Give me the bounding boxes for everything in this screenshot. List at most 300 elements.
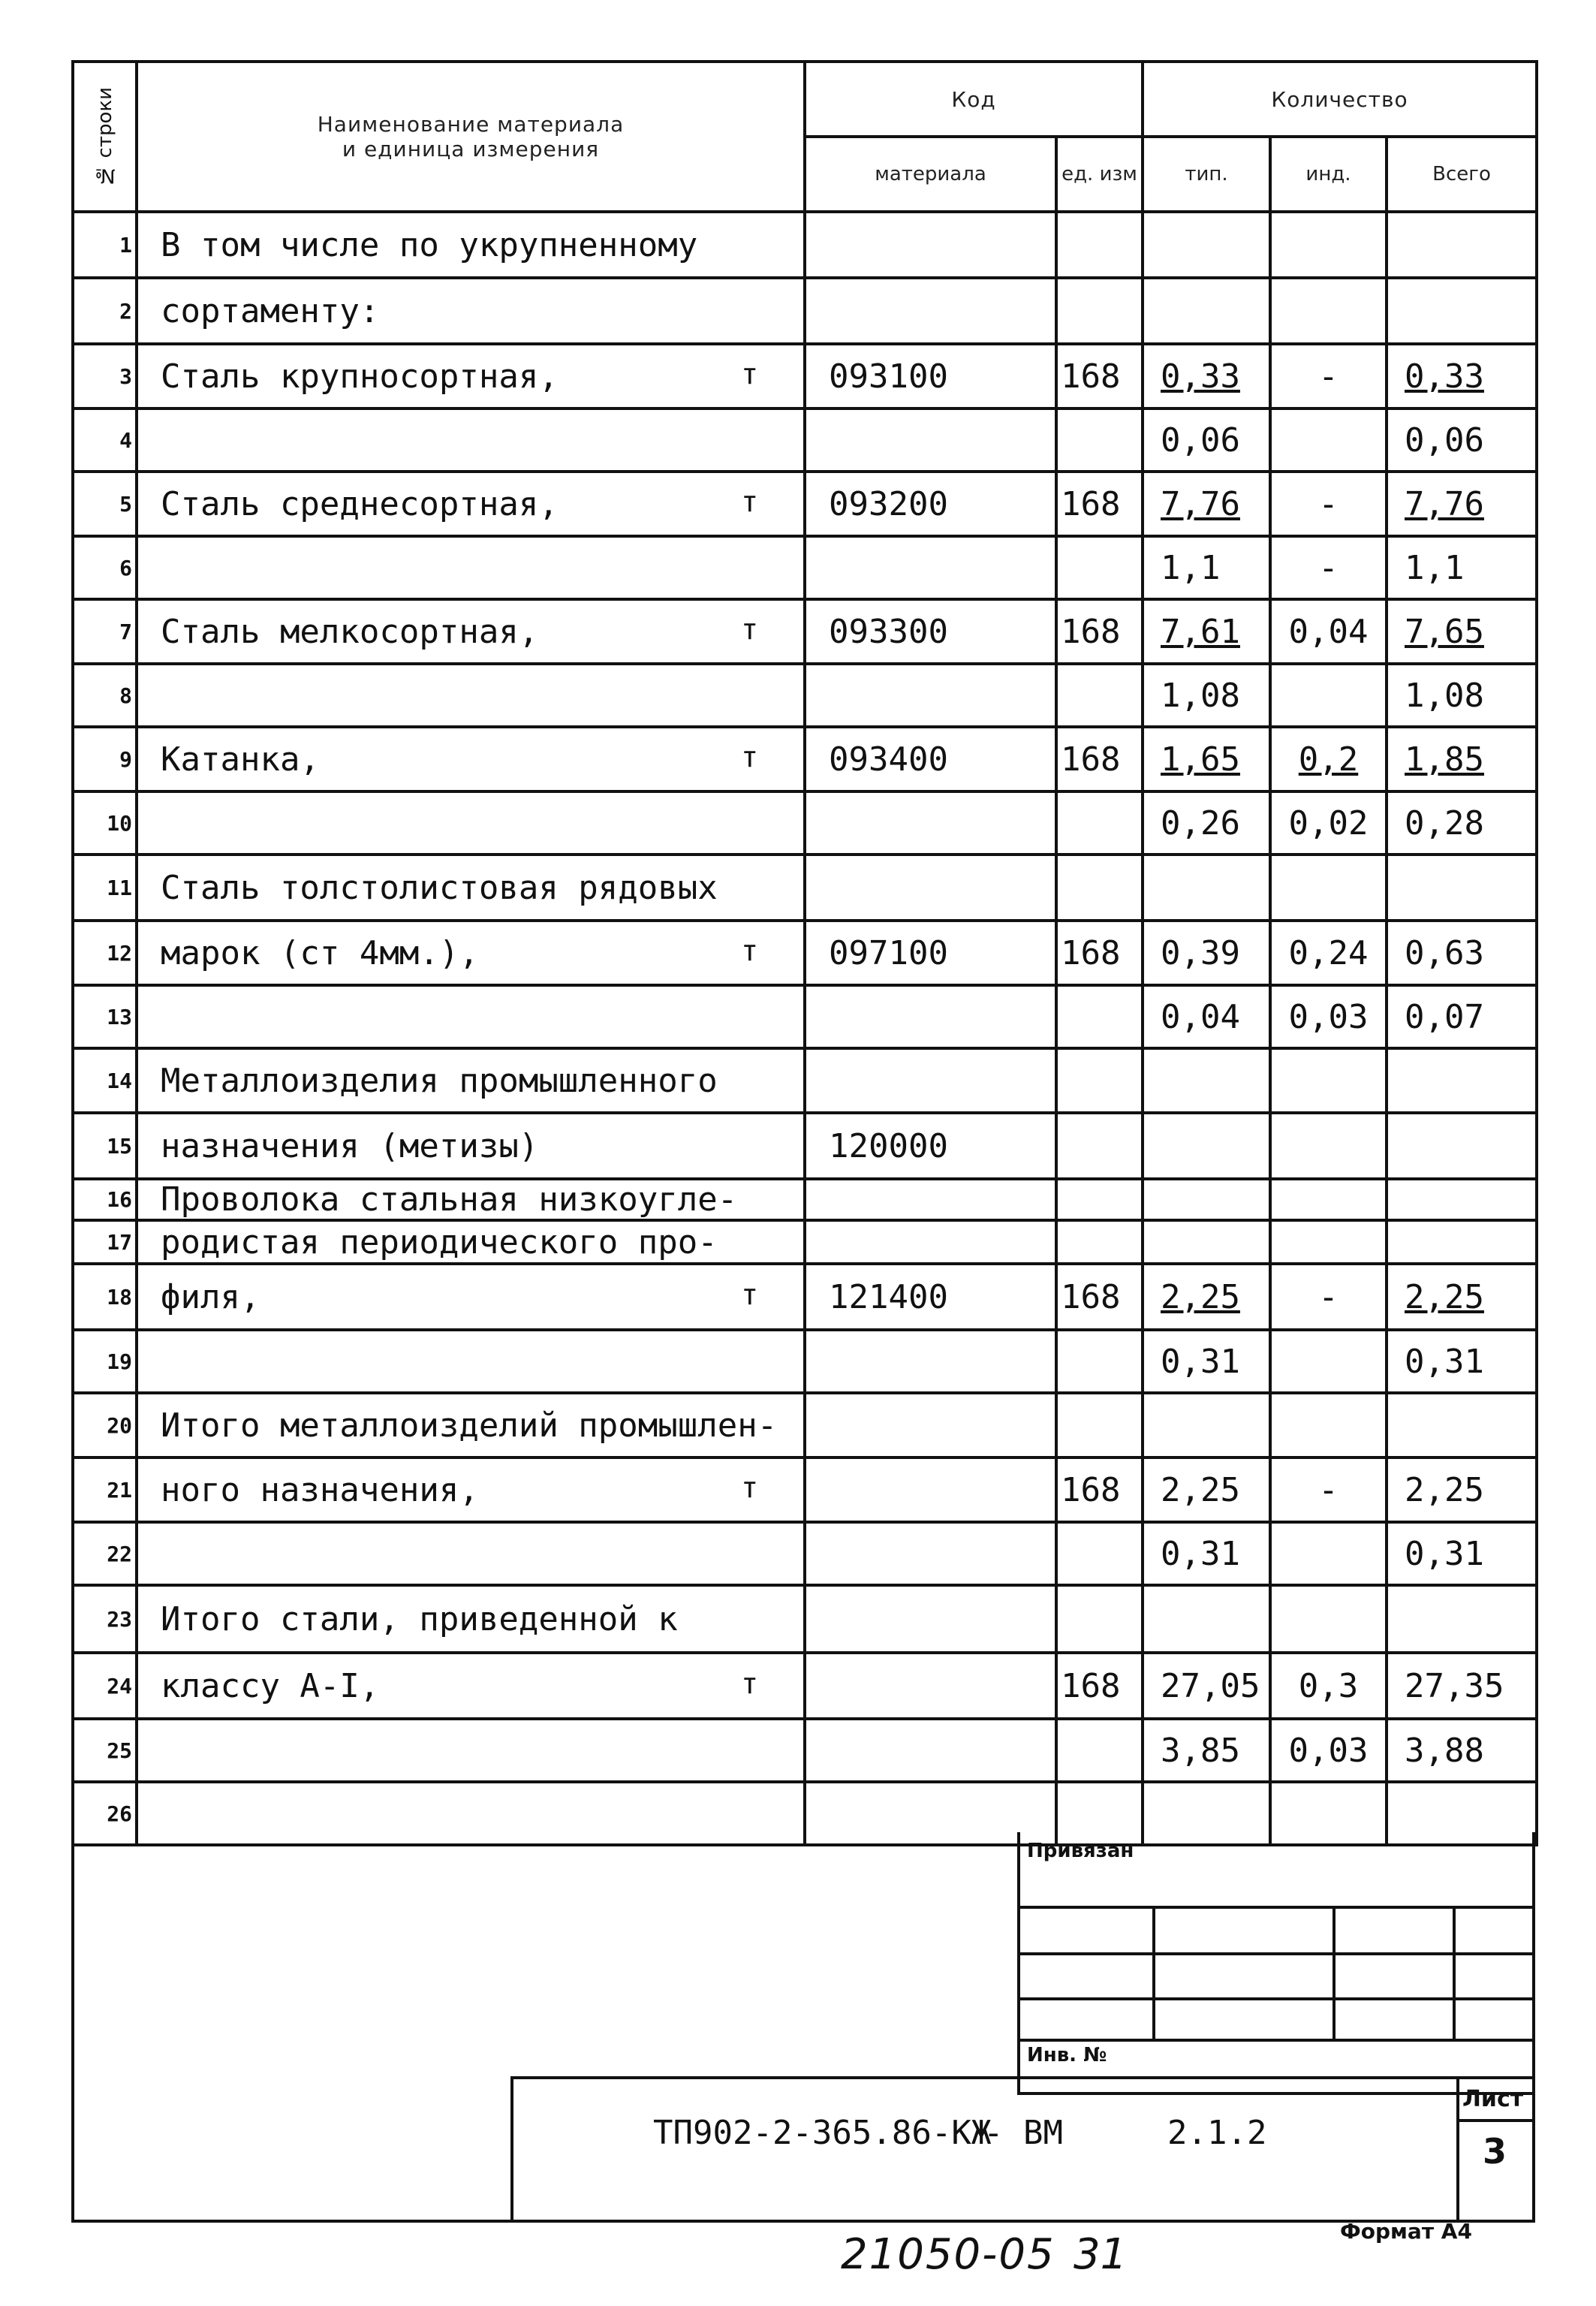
qty-typ: 1,65 (1161, 740, 1240, 779)
qty-ind-cell (1270, 1179, 1387, 1220)
row-number: 13 (107, 1004, 132, 1029)
material-name: Итого стали, приведенной к (161, 1599, 678, 1638)
qty-total: 7,76 (1405, 484, 1484, 523)
material-code-cell (805, 536, 1056, 599)
row-number-cell (73, 1113, 137, 1179)
row-number: 16 (107, 1187, 132, 1212)
material-name: Проволока стальная низкоугле- (161, 1180, 738, 1219)
material-code-cell (805, 1330, 1056, 1393)
qty-typ: 7,61 (1161, 612, 1240, 651)
qty-total-cell (1387, 1113, 1537, 1179)
table-row (73, 1393, 1537, 1457)
unit-code-cell (1056, 1220, 1143, 1264)
inventory-number-label: Инв. № (1027, 2044, 1107, 2066)
row-number: 6 (119, 555, 132, 580)
qty-total-cell (1387, 791, 1537, 855)
qty-total-cell (1387, 1653, 1537, 1719)
table-row (73, 855, 1537, 921)
material-code-cell (805, 1220, 1056, 1264)
qty-typ-cell (1143, 1653, 1270, 1719)
qty-ind: 0,03 (1288, 1731, 1369, 1770)
unit-code-cell (1056, 599, 1143, 664)
qty-total: 0,28 (1405, 803, 1484, 843)
material-name-cell (137, 1457, 805, 1522)
material-name-cell (137, 278, 805, 344)
material-name: сортаменту: (161, 291, 380, 330)
row-number-cell (73, 1264, 137, 1330)
qty-typ-cell (1143, 1719, 1270, 1782)
unit-code-cell (1056, 1393, 1143, 1457)
table-row (73, 599, 1537, 664)
qty-total-cell (1387, 212, 1537, 278)
material-name-cell (137, 408, 805, 472)
material-name-cell (137, 1264, 805, 1330)
material-name: Катанка, (161, 740, 320, 779)
material-name-cell (137, 599, 805, 664)
unit-label: т (741, 1666, 758, 1700)
unit-code-cell (1056, 408, 1143, 472)
row-number: 14 (107, 1068, 132, 1093)
material-code: 093400 (829, 740, 948, 779)
qty-ind-cell (1270, 408, 1387, 472)
qty-total: 1,08 (1405, 676, 1484, 715)
row-number: 26 (107, 1801, 132, 1826)
material-code-cell (805, 1585, 1056, 1653)
row-number: 11 (107, 875, 132, 900)
row-number-cell (73, 278, 137, 344)
row-number: 7 (119, 619, 132, 644)
row-number-cell (73, 344, 137, 408)
table-row (73, 408, 1537, 472)
qty-ind: 0,2 (1298, 740, 1359, 779)
qty-typ-cell (1143, 1522, 1270, 1585)
qty-ind-cell (1270, 1719, 1387, 1782)
qty-typ-cell (1143, 408, 1270, 472)
material-name-cell (137, 1048, 805, 1113)
qty-typ-cell (1143, 1585, 1270, 1653)
row-number-cell (73, 1220, 137, 1264)
qty-total-cell (1387, 1264, 1537, 1330)
material-name: Сталь мелкосортная, (161, 612, 539, 651)
format-label: Формат А4 (1340, 2219, 1472, 2244)
material-code-cell (805, 408, 1056, 472)
qty-ind-cell (1270, 1220, 1387, 1264)
qty-total-cell (1387, 344, 1537, 408)
stamp-line (1017, 1997, 1535, 2000)
qty-typ-cell (1143, 1048, 1270, 1113)
qty-total-cell (1387, 1393, 1537, 1457)
code-header: Код (805, 62, 1143, 137)
unit-code-cell (1056, 1457, 1143, 1522)
material-name-cell (137, 855, 805, 921)
row-number-cell (73, 1330, 137, 1393)
qty-ind-cell (1270, 664, 1387, 727)
unit-code-cell (1056, 1585, 1143, 1653)
qty-typ: 1,1 (1161, 548, 1221, 587)
stamp-line (1017, 1906, 1535, 1909)
table-row (73, 1719, 1537, 1782)
row-number-cell (73, 1585, 137, 1653)
document-code: ТП902-2-365.86-КЖ (653, 2114, 992, 2152)
unit-code: 168 (1061, 484, 1121, 523)
qty-typ-cell (1143, 344, 1270, 408)
material-code-cell (805, 1457, 1056, 1522)
qty-total-cell (1387, 985, 1537, 1048)
qty-total: 27,35 (1405, 1666, 1504, 1705)
qty-typ: 2,25 (1161, 1277, 1240, 1316)
qty-typ-cell (1143, 985, 1270, 1048)
stamp-divider (1333, 1906, 1336, 2039)
qty-total-cell (1387, 1585, 1537, 1653)
unit-code-cell (1056, 1179, 1143, 1220)
row-number-cell (73, 1719, 137, 1782)
qty-typ-cell (1143, 855, 1270, 921)
qty-typ-cell (1143, 1330, 1270, 1393)
qty-total-cell (1387, 1522, 1537, 1585)
material-spec-table (71, 60, 1538, 1846)
qty-total: 0,07 (1405, 997, 1484, 1036)
qty-typ-cell (1143, 664, 1270, 727)
sheet-number: 3 (1483, 2131, 1507, 2172)
qty-total: 0,33 (1405, 357, 1484, 396)
quantity-header: Количество (1143, 62, 1537, 137)
material-name-header (137, 62, 805, 212)
table-row (73, 1330, 1537, 1393)
material-code-cell (805, 1653, 1056, 1719)
qty-typ: 2,25 (1161, 1470, 1240, 1509)
row-number-cell (73, 727, 137, 791)
material-code-cell (805, 1264, 1056, 1330)
qty-ind-cell (1270, 1113, 1387, 1179)
material-name-cell (137, 664, 805, 727)
table-row (73, 344, 1537, 408)
unit-code-cell (1056, 1048, 1143, 1113)
row-number: 1 (119, 232, 132, 258)
row-number-cell (73, 1457, 137, 1522)
material-code-cell (805, 791, 1056, 855)
qty-typ: 0,39 (1161, 933, 1240, 972)
sheet-divider (1456, 2076, 1459, 2223)
unit-label: т (741, 1277, 758, 1311)
qty-typ: 1,08 (1161, 676, 1240, 715)
qty-ind-cell (1270, 1264, 1387, 1330)
table-row (73, 1220, 1537, 1264)
table-row (73, 278, 1537, 344)
qty-ind: - (1318, 548, 1339, 587)
stamp-divider (1453, 1906, 1456, 2039)
qty-total: 0,31 (1405, 1534, 1484, 1573)
qty-ind: - (1318, 357, 1339, 396)
qty-ind-cell (1270, 1585, 1387, 1653)
table-row (73, 1653, 1537, 1719)
qty-ind-cell (1270, 472, 1387, 536)
row-number-cell (73, 472, 137, 536)
qty-ind-cell (1270, 1522, 1387, 1585)
unit-code-cell (1056, 1522, 1143, 1585)
qty-typ: 0,04 (1161, 997, 1240, 1036)
qty-ind: - (1318, 1470, 1339, 1509)
qty-total-cell (1387, 727, 1537, 791)
table-row (73, 664, 1537, 727)
qty-ind-cell (1270, 212, 1387, 278)
unit-code-cell (1056, 921, 1143, 985)
qty-typ: 3,85 (1161, 1731, 1240, 1770)
row-number-cell (73, 1179, 137, 1220)
unit-label: т (741, 1470, 758, 1504)
unit-code-cell (1056, 1113, 1143, 1179)
unit-label: т (741, 612, 758, 646)
row-number-cell (73, 212, 137, 278)
qty-total: 0,06 (1405, 421, 1484, 460)
qty-typ-header: тип. (1143, 137, 1270, 212)
material-code-cell (805, 921, 1056, 985)
row-number: 3 (119, 363, 132, 389)
qty-ind: 0,3 (1298, 1666, 1359, 1705)
qty-ind-cell (1270, 344, 1387, 408)
qty-total: 7,65 (1405, 612, 1484, 651)
material-name-cell (137, 1179, 805, 1220)
material-name: Металлоизделия промышленного (161, 1061, 718, 1100)
qty-total-cell (1387, 921, 1537, 985)
unit-code-cell (1056, 791, 1143, 855)
qty-typ-cell (1143, 921, 1270, 985)
unit-code-cell (1056, 855, 1143, 921)
material-name-cell (137, 1522, 805, 1585)
material-name: филя, (161, 1277, 260, 1316)
material-name-cell (137, 1719, 805, 1782)
row-number-cell (73, 536, 137, 599)
row-number: 12 (107, 940, 132, 966)
code-material-header: материала (805, 137, 1056, 212)
handwritten-page-number: 31 (1074, 2230, 1128, 2279)
unit-code-cell (1056, 727, 1143, 791)
material-name: Сталь толстолистовая рядовых (161, 868, 718, 907)
qty-ind: 0,24 (1288, 933, 1369, 972)
qty-ind-cell (1270, 727, 1387, 791)
qty-ind: - (1318, 1277, 1339, 1316)
material-code-cell (805, 212, 1056, 278)
row-number: 5 (119, 491, 132, 517)
qty-total-cell (1387, 1457, 1537, 1522)
qty-typ-cell (1143, 599, 1270, 664)
material-name: Сталь крупносортная, (161, 357, 559, 396)
material-code-cell (805, 855, 1056, 921)
qty-typ-cell (1143, 536, 1270, 599)
table-row (73, 1585, 1537, 1653)
qty-ind-header: инд. (1270, 137, 1387, 212)
qty-ind-cell (1270, 1330, 1387, 1393)
qty-ind-cell (1270, 1048, 1387, 1113)
unit-code: 168 (1061, 933, 1121, 972)
unit-code-cell (1056, 664, 1143, 727)
unit-code-cell (1056, 536, 1143, 599)
qty-total: 2,25 (1405, 1470, 1484, 1509)
qty-typ-cell (1143, 727, 1270, 791)
unit-code-cell (1056, 344, 1143, 408)
material-name-cell (137, 921, 805, 985)
sheet-line (1456, 2119, 1535, 2122)
qty-typ-cell (1143, 472, 1270, 536)
material-code-cell (805, 472, 1056, 536)
row-number-header (73, 62, 137, 212)
unit-code-cell (1056, 1719, 1143, 1782)
material-code-cell (805, 664, 1056, 727)
qty-total-cell (1387, 1220, 1537, 1264)
material-name-cell (137, 536, 805, 599)
unit-code-cell (1056, 278, 1143, 344)
stamp-line (1017, 1952, 1535, 1955)
qty-ind-cell (1270, 536, 1387, 599)
row-number: 15 (107, 1133, 132, 1159)
material-name: В том числе по укрупненному (161, 225, 698, 264)
material-name-cell (137, 1330, 805, 1393)
unit-code-cell (1056, 985, 1143, 1048)
material-name-cell (137, 985, 805, 1048)
unit-code: 168 (1061, 1470, 1121, 1509)
qty-total-cell (1387, 1719, 1537, 1782)
material-code: 120000 (829, 1126, 948, 1165)
qty-typ-cell (1143, 278, 1270, 344)
unit-code: 168 (1061, 357, 1121, 396)
row-number: 25 (107, 1738, 132, 1763)
qty-total-cell (1387, 599, 1537, 664)
material-code-cell (805, 727, 1056, 791)
qty-typ-cell (1143, 1393, 1270, 1457)
row-number: 18 (107, 1284, 132, 1310)
unit-code-cell (1056, 1653, 1143, 1719)
qty-total-cell (1387, 1179, 1537, 1220)
material-code-cell (805, 1179, 1056, 1220)
sheet-label: Лист (1462, 2086, 1524, 2112)
row-number-cell (73, 1393, 137, 1457)
material-code-cell (805, 278, 1056, 344)
material-code-cell (805, 1048, 1056, 1113)
table-row (73, 1457, 1537, 1522)
material-name-header-line2: и единица измерения (342, 137, 600, 161)
material-name-cell (137, 1585, 805, 1653)
qty-ind: - (1318, 484, 1339, 523)
qty-typ-cell (1143, 1264, 1270, 1330)
qty-total-cell (1387, 1048, 1537, 1113)
material-name: назначения (метизы) (161, 1126, 539, 1165)
qty-ind-cell (1270, 278, 1387, 344)
material-name-cell (137, 212, 805, 278)
stamp-line (1017, 2039, 1535, 2042)
row-number-cell (73, 599, 137, 664)
privyazan-label: Привязан (1027, 1840, 1134, 1862)
qty-ind-cell (1270, 599, 1387, 664)
material-name: марок (ст 4мм.), (161, 933, 479, 972)
row-number: 10 (107, 810, 132, 836)
material-name-cell (137, 1393, 805, 1457)
table-row (73, 1048, 1537, 1113)
document-suffix: - ВМ (983, 2114, 1063, 2152)
qty-total-header: Всего (1387, 137, 1537, 212)
material-code: 093100 (829, 357, 948, 396)
qty-typ: 0,31 (1161, 1534, 1240, 1573)
material-code: 093200 (829, 484, 948, 523)
row-number-cell (73, 791, 137, 855)
qty-typ-cell (1143, 1220, 1270, 1264)
qty-typ-cell (1143, 212, 1270, 278)
qty-total: 0,31 (1405, 1342, 1484, 1381)
table-row (73, 1522, 1537, 1585)
unit-code-cell (1056, 1264, 1143, 1330)
qty-total: 3,88 (1405, 1731, 1484, 1770)
handwritten-archive-number: 21050-05 (841, 2230, 1055, 2279)
qty-ind: 0,03 (1288, 997, 1369, 1036)
qty-typ: 7,76 (1161, 484, 1240, 523)
table-row (73, 536, 1537, 599)
material-name-cell (137, 1113, 805, 1179)
material-code-cell (805, 1522, 1056, 1585)
material-name-cell (137, 472, 805, 536)
material-name: Итого металлоизделий промышлен- (161, 1406, 778, 1445)
row-number: 22 (107, 1541, 132, 1566)
row-number: 20 (107, 1412, 132, 1438)
unit-label: т (741, 740, 758, 773)
material-name-cell (137, 727, 805, 791)
row-number-cell (73, 664, 137, 727)
qty-ind-cell (1270, 1393, 1387, 1457)
stamp-divider (1152, 1906, 1155, 2039)
table-row (73, 1264, 1537, 1330)
row-number: 9 (119, 746, 132, 772)
material-code-cell (805, 1719, 1056, 1782)
code-unit-header: ед. изм (1056, 137, 1143, 212)
qty-typ-cell (1143, 1457, 1270, 1522)
qty-total-cell (1387, 278, 1537, 344)
unit-code: 168 (1061, 1277, 1121, 1316)
qty-ind-cell (1270, 921, 1387, 985)
qty-total-cell (1387, 408, 1537, 472)
qty-typ-cell (1143, 1113, 1270, 1179)
material-name-cell (137, 344, 805, 408)
table-row (73, 472, 1537, 536)
qty-typ-cell (1143, 1179, 1270, 1220)
qty-typ: 0,06 (1161, 421, 1240, 460)
material-code-cell (805, 1393, 1056, 1457)
qty-ind-cell (1270, 985, 1387, 1048)
row-number-cell (73, 408, 137, 472)
spec-body (73, 212, 1537, 1845)
unit-code-cell (1056, 472, 1143, 536)
material-name-cell (137, 1653, 805, 1719)
row-number-cell (73, 1653, 137, 1719)
qty-ind-cell (1270, 1457, 1387, 1522)
qty-total: 2,25 (1405, 1277, 1484, 1316)
row-number-cell (73, 985, 137, 1048)
qty-ind: 0,02 (1288, 803, 1369, 843)
qty-ind-cell (1270, 855, 1387, 921)
qty-typ: 0,33 (1161, 357, 1240, 396)
material-name: родистая периодического про- (161, 1222, 718, 1262)
row-number: 4 (119, 427, 132, 453)
row-number: 8 (119, 683, 132, 708)
table-row (73, 727, 1537, 791)
qty-total-cell (1387, 664, 1537, 727)
qty-total-cell (1387, 536, 1537, 599)
material-name: ного назначения, (161, 1470, 479, 1509)
qty-ind-cell (1270, 791, 1387, 855)
material-code: 097100 (829, 933, 948, 972)
material-code-cell (805, 1113, 1056, 1179)
row-number: 2 (119, 298, 132, 324)
table-row (73, 1179, 1537, 1220)
table-row (73, 921, 1537, 985)
qty-typ-cell (1143, 791, 1270, 855)
material-code-cell (805, 985, 1056, 1048)
